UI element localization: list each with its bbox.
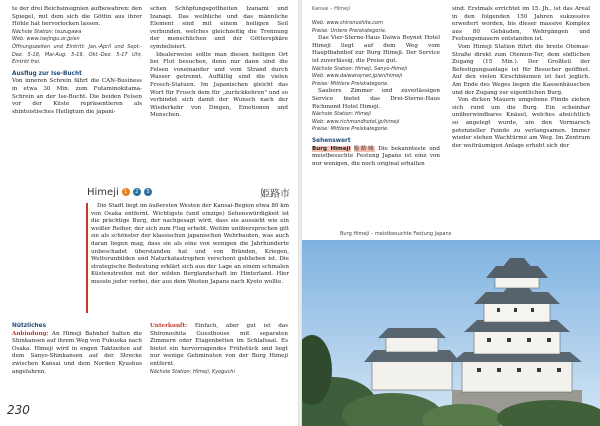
station-info: Nächste Station: Himeji, Sanyo-Himeji: [312, 65, 408, 72]
station-info: Nächste Station: Isuzugawa: [12, 28, 82, 35]
map-badge-icon: 3: [144, 188, 152, 196]
label-anbindung: Anbindung:: [12, 330, 49, 337]
paragraph: Von dicken Mauern umgebene Plinde ziehen sich rund um die Burg. Ein scheinbar unüberwindbares Knäuel, welches absichtlich so angelegt wurde, um den Vormarsch potenzieller Feinde zu verlangsamen. Immer wieder stehen Wachtürme am Weg. Im Zentrum der weiträumigen Anlage erhebt sich der: [452, 97, 590, 149]
left-column-2: [150, 6, 288, 120]
station-info: Nächste Station: Himeji, Kyoguchi: [150, 368, 235, 375]
useful-info-section: [12, 323, 142, 376]
sub-heading: Ausflug zur Ise-Bucht: [12, 70, 82, 77]
accent-bar: [86, 203, 88, 313]
paragraph: Einfach, aber gut ist das Shironoshita Guesthouse mit separaten Zimmern oder Etagenbetten im Schlafsaal. Es bietet ein hervorragendes Frühstück und liegt nur wenige Gehminuten von der Burg Himeji entfernt.: [150, 323, 288, 367]
paragraph: An Himeji Bahnhof halten die Shinkansen auf ihrem Weg von Fukuoka nach Osaka. Himeji wird in engen Taktzeiten auf dem Sanyo-Shinkansen auf der Strecke zwischen Kansai und dem Norden Kyushus angefahren.: [12, 330, 143, 375]
paragraph: Vom Himeji Station führt die breite Otemae-Straße direkt zum Otemon-Tor, dem südlichen Zugang (15 Min.). Der Großteil der Befestigungsanlage ist für Besucher geöffnet. Auf den vielen Kirschbäumen ist fast jeglich. Am Ende des Weges liegen die Kassenhäuschen und der Zugang zur eigentlichen Burg.: [452, 43, 590, 96]
section-heading: Nützliches: [12, 323, 47, 329]
price-info: Preise: Mittlere Preiskategorie.: [312, 126, 389, 133]
web-info: Web: www.richmondhotel.jp/himeji: [312, 118, 400, 125]
burg-kanji: 姫路城: [353, 145, 376, 152]
paragraph: Saubere Zimmer und zuverlässigen Service bietet das Drei-Sterne-Haus Richmond Hotel Himeji.: [312, 88, 440, 110]
price-info: Preise: Mittlere Preiskategorie.: [312, 80, 389, 87]
page-number: 230: [7, 403, 30, 417]
running-header: Kansai – Himeji: [312, 6, 351, 12]
photo-caption: Burg Himeji – meistbesuchte Festung Japans: [340, 231, 452, 237]
price-info: Preise: Untere Preiskategorie.: [312, 27, 387, 34]
paragraph: te der drei Reichsinsignien aufbewahren: den Spiegel, mit dem sich die Göttin aus ihrer Höhle hat hervorlocken lassen.: [12, 6, 142, 28]
hours-info: Öffnungszeiten und Eintritt: Jan.-April und Sept.-Dez. 5-18, Mai-Aug. 5-19, Okt.-Dez. 5-17 Uhr, Eintritt frei.: [12, 43, 142, 66]
city-title: [87, 185, 290, 199]
label-unterkunft: Unterkunft:: [150, 323, 188, 329]
right-column-2: [452, 6, 590, 150]
paragraph: sind. Erstmals errichtet im 15. Jh., ist das Areal in den folgenden 150 Jahren sukzessive erweitert worden, bis dieser massive Komplex aus 80 Gebäuden, Wehrgängen und Festungsmauern entstanden ist.: [452, 6, 590, 43]
paragraph: Idealerweise sollte man diesen heiligen Ort bei Flut besuchen, denn nur dann sind die Felsen voneinander und vom Strand durch Wasser getrennt. Auffällig sind die vielen Frosch-Statuen. Im Japanischen gleicht das Wort für Frosch dem für „zurückkehren" und so verbindet sich damit der Wunsch nach der Wiederkehr von Dingen, Emotionen und Menschen.: [150, 51, 288, 119]
city-kanji: 姫路市: [260, 188, 290, 200]
paragraph: Das Vier-Sterne-Haus Daiwa Roynet Hotel Himeji liegt auf dem Weg vom Hauptbahnhof zur Burg Himeji. Der Service ist zuverlässig, die Preise gut.: [312, 35, 440, 64]
web-info: Web: www.isejingu.or.jp/en: [12, 36, 80, 43]
paragraph: Die bekannteste und meistbesuchte Festung Japans ist eine von nur wenigen, die noch original erhalten: [312, 145, 440, 167]
burg-label: Burg Himeji: [312, 145, 351, 152]
station-info: Nächste Station: Himeji: [312, 111, 371, 118]
right-column-1: [312, 20, 440, 168]
left-column-1: [12, 6, 142, 116]
accommodation-section: [150, 323, 288, 376]
himeji-intro: [91, 203, 289, 287]
himeji-castle-illustration: [302, 240, 600, 426]
map-badge-icon: 2: [133, 188, 141, 196]
paragraph: Die Stadt liegt im äußersten Westen der Kansai-Region etwa 80 km von Osaka entfernt. Wichtigste (und einzige) Sehenswürdigkeit ist die prächtige Burg, der nachgesagt wird, dass sie aussieht wie ein weißer Reiher, der sich zum Flug erhebt. Weitim unübersprochen gilt sie als schönster der klassischen japanischen Wehrbauten, was auch daran liegen mag, dass sie als eine von wenigen die Jahrhunderte unbeschadet überstanden hat und von Bränden, Kriegen, Wetterunbilden und Naturkatastrophen verschont geblieben ist. Die strategische Bedeutung erklärt sich aus der Lage an einem schmalen Küstenstreifen mit der wilden Berglandschaft im Hinterland. Hier musste jeder vorbei, der aus dem Westen Japans nach Kyoto wollte.: [91, 203, 289, 285]
paragraph: schen Schöpfungsgottheiten Izanami und Izanagi. Das weibliche und das männliche Element sind mit einem heiligen Seil verbunden, welches gleichzeitig die Trennung der menschlichen und der Göttersphäre symbolisiert.: [150, 6, 288, 50]
sights-heading: Sehenswert: [312, 137, 351, 144]
city-name: Himeji: [87, 186, 119, 198]
map-badge-icon: 1: [122, 188, 130, 196]
web-info: Web: www.shironoshita.com: [312, 20, 383, 26]
paragraph: Von inneren Schrein fährt die CAN-Business in etwa 30 Min. zum Futaminokitama-Schrein an der Ise-Bucht. Die beiden Felsen vor der Küste repräsentieren als shintoistisches Heiligtum die japani-: [12, 78, 142, 115]
castle-photo: [302, 240, 600, 426]
web-info: Web: www.daiwaroynet.jp/en/himeji: [312, 73, 403, 80]
